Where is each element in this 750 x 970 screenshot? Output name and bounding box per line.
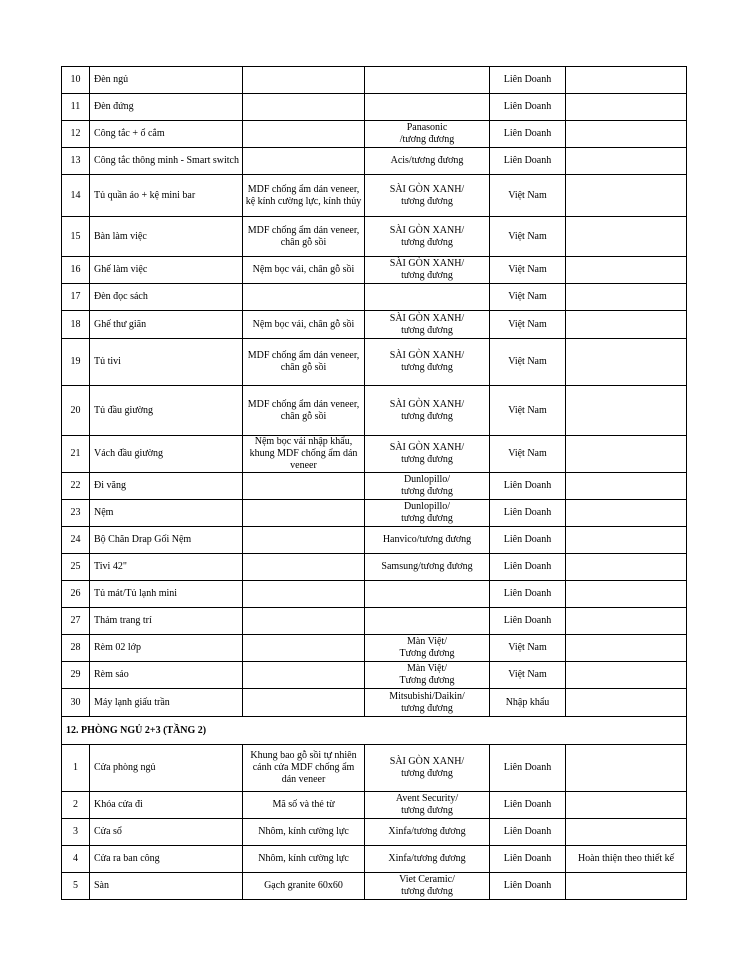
row-number: 29 (62, 662, 90, 689)
item-origin: Liên Doanh (490, 67, 566, 94)
item-name: Đèn đứng (90, 94, 243, 121)
table-row (62, 257, 687, 284)
row-number: 18 (62, 311, 90, 339)
item-name: Bộ Chăn Drap Gối Nệm (90, 527, 243, 554)
table-row (62, 689, 687, 717)
row-number: 17 (62, 284, 90, 311)
row-number: 14 (62, 175, 90, 217)
item-origin: Việt Nam (490, 311, 566, 339)
item-note (566, 473, 687, 500)
item-material: MDF chống ẩm dán veneer, chân gỗ sồi (243, 386, 365, 436)
item-note (566, 386, 687, 436)
table-row (62, 94, 687, 121)
item-note (566, 217, 687, 257)
item-brand: Màn Việt/ Tương đương (365, 635, 490, 662)
table-row (62, 500, 687, 527)
item-brand: Mitsubishi/Daikin/ tương đương (365, 689, 490, 717)
item-note (566, 67, 687, 94)
item-name: Tủ quần áo + kệ mini bar (90, 175, 243, 217)
item-material (243, 500, 365, 527)
item-note (566, 257, 687, 284)
item-note (566, 339, 687, 386)
item-note (566, 500, 687, 527)
item-brand: SÀI GÒN XANH/ tương đương (365, 386, 490, 436)
item-material: MDF chống ẩm dán veneer, chân gỗ sồi (243, 339, 365, 386)
item-note (566, 873, 687, 900)
item-origin: Việt Nam (490, 339, 566, 386)
item-note (566, 608, 687, 635)
item-material (243, 148, 365, 175)
item-material (243, 608, 365, 635)
table-row (62, 386, 687, 436)
item-origin: Việt Nam (490, 175, 566, 217)
item-origin: Liên Doanh (490, 554, 566, 581)
table-row (62, 148, 687, 175)
table-row (62, 635, 687, 662)
item-note: Hoàn thiện theo thiết kế (566, 846, 687, 873)
row-number: 25 (62, 554, 90, 581)
table-row (62, 527, 687, 554)
item-origin: Việt Nam (490, 436, 566, 473)
table-row (62, 175, 687, 217)
item-material: Nhôm, kính cường lực (243, 819, 365, 846)
item-origin: Liên Doanh (490, 500, 566, 527)
item-material: Gạch granite 60x60 (243, 873, 365, 900)
row-number: 28 (62, 635, 90, 662)
row-number: 23 (62, 500, 90, 527)
item-note (566, 436, 687, 473)
item-name: Tủ tivi (90, 339, 243, 386)
row-number: 12 (62, 121, 90, 148)
item-origin: Việt Nam (490, 284, 566, 311)
item-name: Vách đầu giường (90, 436, 243, 473)
item-origin: Liên Doanh (490, 148, 566, 175)
row-number: 19 (62, 339, 90, 386)
table-row (62, 284, 687, 311)
item-brand: SÀI GÒN XANH/ tương đương (365, 257, 490, 284)
item-material (243, 635, 365, 662)
item-brand: Màn Việt/ Tương đương (365, 662, 490, 689)
table-row (62, 217, 687, 257)
item-name: Nệm (90, 500, 243, 527)
item-name: Công tắc + ổ cắm (90, 121, 243, 148)
item-origin: Liên Doanh (490, 846, 566, 873)
item-material: Nhôm, kính cường lực (243, 846, 365, 873)
item-brand: SÀI GÒN XANH/ tương đương (365, 436, 490, 473)
item-origin: Việt Nam (490, 386, 566, 436)
item-origin: Nhập khẩu (490, 689, 566, 717)
row-number: 11 (62, 94, 90, 121)
item-material: MDF chống ẩm dán veneer, kệ kính cường lực, kính thủy (243, 175, 365, 217)
item-origin: Liên Doanh (490, 94, 566, 121)
item-name: Máy lạnh giấu trần (90, 689, 243, 717)
item-note (566, 175, 687, 217)
item-origin: Việt Nam (490, 257, 566, 284)
table-row (62, 792, 687, 819)
row-number: 16 (62, 257, 90, 284)
item-material: Nệm bọc vải, chân gỗ sồi (243, 257, 365, 284)
item-name: Thảm trang trí (90, 608, 243, 635)
item-brand: Viet Ceramic/ tương đương (365, 873, 490, 900)
item-name: Cửa ra ban công (90, 846, 243, 873)
item-material: Khung bao gỗ sồi tự nhiên cánh cửa MDF chống ẩm dán veneer (243, 745, 365, 792)
item-material (243, 581, 365, 608)
item-origin: Việt Nam (490, 662, 566, 689)
item-note (566, 581, 687, 608)
item-name: Đèn đọc sách (90, 284, 243, 311)
item-material (243, 527, 365, 554)
item-name: Công tắc thông minh - Smart switch (90, 148, 243, 175)
row-number: 20 (62, 386, 90, 436)
row-number: 2 (62, 792, 90, 819)
spec-table-page (61, 66, 687, 900)
item-name: Đèn ngủ (90, 67, 243, 94)
item-note (566, 94, 687, 121)
item-origin: Liên Doanh (490, 581, 566, 608)
row-number: 4 (62, 846, 90, 873)
row-number: 15 (62, 217, 90, 257)
item-name: Tivi 42" (90, 554, 243, 581)
item-material: MDF chống ẩm dán veneer, chân gỗ sồi (243, 217, 365, 257)
item-material: Mã số và thẻ từ (243, 792, 365, 819)
item-name: Tủ mát/Tủ lạnh mini (90, 581, 243, 608)
table-row (62, 581, 687, 608)
item-origin: Liên Doanh (490, 873, 566, 900)
item-material (243, 284, 365, 311)
item-name: Cửa sổ (90, 819, 243, 846)
item-brand: Dunlopillo/ tương đương (365, 473, 490, 500)
item-brand (365, 581, 490, 608)
row-number: 24 (62, 527, 90, 554)
table-row (62, 608, 687, 635)
row-number: 30 (62, 689, 90, 717)
item-note (566, 284, 687, 311)
item-origin: Liên Doanh (490, 473, 566, 500)
item-note (566, 311, 687, 339)
row-number: 1 (62, 745, 90, 792)
item-note (566, 554, 687, 581)
item-name: Bàn làm việc (90, 217, 243, 257)
item-material (243, 662, 365, 689)
row-number: 26 (62, 581, 90, 608)
item-material (243, 94, 365, 121)
item-brand: Acis/tương đương (365, 148, 490, 175)
item-name: Ghế làm việc (90, 257, 243, 284)
item-brand: Hanvico/tương đương (365, 527, 490, 554)
table-row (62, 339, 687, 386)
item-brand (365, 608, 490, 635)
table-row (62, 846, 687, 873)
item-material (243, 554, 365, 581)
item-note (566, 148, 687, 175)
row-number: 10 (62, 67, 90, 94)
item-brand: Xinfa/tương đương (365, 819, 490, 846)
item-brand: SÀI GÒN XANH/ tương đương (365, 217, 490, 257)
table-row (62, 473, 687, 500)
item-name: Ghế thư giãn (90, 311, 243, 339)
item-material (243, 121, 365, 148)
item-origin: Việt Nam (490, 217, 566, 257)
row-number: 5 (62, 873, 90, 900)
item-name: Rèm 02 lớp (90, 635, 243, 662)
item-brand: Xinfa/tương đương (365, 846, 490, 873)
section-row (62, 717, 687, 745)
item-brand: SÀI GÒN XANH/ tương đương (365, 745, 490, 792)
table-row (62, 745, 687, 792)
item-name: Đi văng (90, 473, 243, 500)
item-note (566, 792, 687, 819)
table-row (62, 67, 687, 94)
table-row (62, 436, 687, 473)
table-row (62, 121, 687, 148)
item-note (566, 121, 687, 148)
item-brand: SÀI GÒN XANH/ tương đương (365, 311, 490, 339)
item-brand: Avent Security/ tương đương (365, 792, 490, 819)
item-material: Nệm bọc vải, chân gỗ sồi (243, 311, 365, 339)
item-origin: Liên Doanh (490, 792, 566, 819)
item-name: Tủ đầu giường (90, 386, 243, 436)
row-number: 22 (62, 473, 90, 500)
item-origin: Việt Nam (490, 635, 566, 662)
item-brand: Dunlopillo/ tương đương (365, 500, 490, 527)
item-origin: Liên Doanh (490, 121, 566, 148)
item-brand: Samsung/tương đương (365, 554, 490, 581)
item-brand: Panasonic /tương đương (365, 121, 490, 148)
item-name: Sàn (90, 873, 243, 900)
item-material (243, 473, 365, 500)
table-row (62, 662, 687, 689)
item-note (566, 527, 687, 554)
section-title: 12. PHÒNG NGỦ 2+3 (TẦNG 2) (62, 717, 687, 745)
item-material: Nệm bọc vải nhập khẩu, khung MDF chống ẩm dán veneer (243, 436, 365, 473)
item-note (566, 819, 687, 846)
item-origin: Liên Doanh (490, 527, 566, 554)
table-row (62, 311, 687, 339)
item-note (566, 689, 687, 717)
item-origin: Liên Doanh (490, 819, 566, 846)
item-name: Cửa phòng ngủ (90, 745, 243, 792)
furniture-spec-table (61, 66, 687, 900)
table-row (62, 819, 687, 846)
table-row (62, 873, 687, 900)
row-number: 3 (62, 819, 90, 846)
item-brand (365, 284, 490, 311)
item-note (566, 745, 687, 792)
item-name: Rèm sáo (90, 662, 243, 689)
table-row (62, 554, 687, 581)
item-name: Khóa cửa đi (90, 792, 243, 819)
row-number: 27 (62, 608, 90, 635)
row-number: 21 (62, 436, 90, 473)
item-brand: SÀI GÒN XANH/ tương đương (365, 175, 490, 217)
item-brand (365, 67, 490, 94)
item-note (566, 662, 687, 689)
item-brand (365, 94, 490, 121)
item-material (243, 67, 365, 94)
item-material (243, 689, 365, 717)
item-origin: Liên Doanh (490, 745, 566, 792)
row-number: 13 (62, 148, 90, 175)
item-origin: Liên Doanh (490, 608, 566, 635)
item-note (566, 635, 687, 662)
item-brand: SÀI GÒN XANH/ tương đương (365, 339, 490, 386)
